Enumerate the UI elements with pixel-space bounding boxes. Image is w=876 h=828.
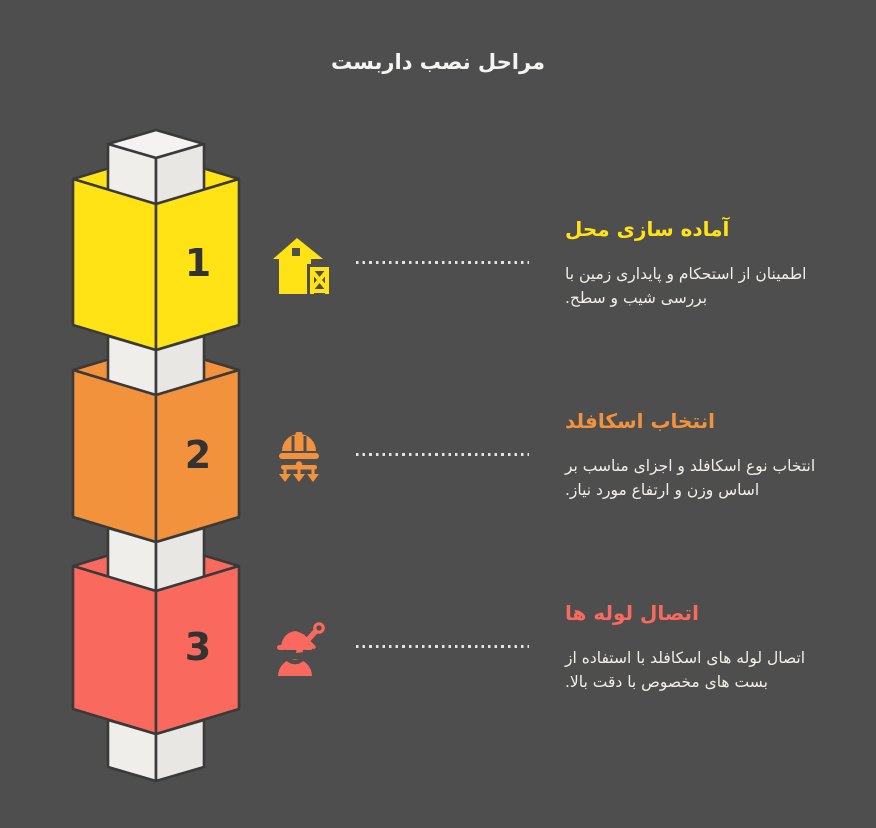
step2-icon-box	[274, 429, 324, 487]
step2-heading: انتخاب اسکافلد	[565, 409, 715, 433]
step3-number: 3	[184, 625, 212, 669]
step2-dotted-line	[356, 453, 529, 456]
step1-icon-box	[273, 237, 331, 299]
step1-body: اطمینان از استحکام و پایداری زمین با بررسی شیب و سطح.	[565, 265, 807, 307]
step2-body: انتخاب نوع اسکافلد و اجزای مناسب بر اساس وزن و ارتفاع مورد نیاز.	[565, 457, 816, 499]
block1-left-face	[73, 179, 156, 350]
helmet-structure-icon	[274, 429, 324, 483]
house-window	[292, 248, 300, 256]
step3-dotted-line	[356, 645, 529, 648]
worker-tool-icon	[270, 619, 328, 677]
step1-number: 1	[184, 241, 212, 285]
house-scaffold-icon	[273, 237, 331, 295]
step2-number: 2	[184, 433, 212, 477]
step3-body: اتصال لوله های اسکافلد با استفاده از بست های مخصوص با دقت بالا.	[565, 649, 806, 691]
block2-left-face	[73, 370, 156, 542]
step3-heading: اتصال لوله ها	[565, 601, 699, 625]
page-title: مراحل نصب داربست	[330, 50, 546, 74]
step1-heading: آماده سازی محل	[565, 217, 730, 241]
step3-icon-box	[270, 619, 328, 681]
block3-left-face	[73, 566, 156, 734]
step1-dotted-line	[356, 261, 529, 264]
